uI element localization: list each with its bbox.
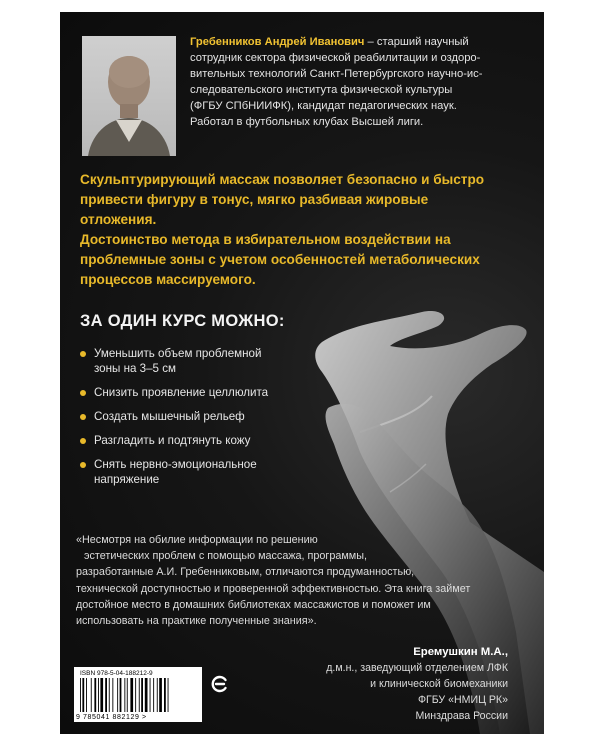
- benefit-item: [80, 457, 320, 487]
- quote-line: технической доступностью и проверенной эффективностью. Эта книга займет: [76, 582, 471, 595]
- bullet-icon: [80, 462, 86, 468]
- benefit-item: [80, 433, 320, 448]
- isbn-label: ISBN 978-5-04-188212-9: [80, 670, 153, 677]
- author-photo: [82, 36, 176, 156]
- eksmo-logo-icon: [210, 674, 230, 694]
- benefit-text: Снизить проявление целлюлита: [94, 386, 269, 399]
- quote-line: разработанные А.И. Гребенниковым, отличаются продуманностью,: [76, 566, 415, 579]
- book-back-cover: [60, 12, 544, 734]
- author-bio-line: Работал в футбольных клубах Высшей лиги.: [190, 116, 424, 128]
- benefit-text: Уменьшить объем проблемной: [94, 347, 262, 360]
- bullet-icon: [80, 351, 86, 357]
- bullet-icon: [80, 414, 86, 420]
- benefit-item: [80, 409, 320, 424]
- isbn-barcode: [74, 667, 202, 722]
- course-title: ЗА ОДИН КУРС МОЖНО:: [80, 312, 285, 330]
- benefit-text: Разгладить и подтянуть кожу: [94, 434, 251, 447]
- lead-line: процессов массируемого.: [80, 272, 256, 287]
- benefit-text: зоны на 3–5 см: [94, 362, 176, 375]
- reviewer-line: и клинической биомеханики: [370, 678, 508, 690]
- benefit-item: [80, 346, 320, 376]
- reviewer-line: Минздрава России: [415, 710, 508, 722]
- lead-paragraph: [80, 170, 500, 290]
- author-bio-line: сотрудник сектора физической реабилитации и оздоро-: [190, 52, 481, 64]
- review-quote: [76, 532, 531, 629]
- lead-line: привести фигуру в тонус, мягко разбивая жировые отложения.: [80, 192, 429, 227]
- reviewer-name: Еремушкин М.А.,: [413, 646, 508, 658]
- benefit-item: [80, 385, 320, 400]
- quote-line: эстетических проблем с помощью массажа, программы,: [84, 550, 367, 563]
- benefit-text: Создать мышечный рельеф: [94, 410, 245, 423]
- benefits-list: [80, 346, 320, 496]
- lead-line: проблемные зоны с учетом особенностей метаболических: [80, 252, 480, 267]
- author-bio-line: – старший научный: [364, 36, 469, 48]
- reviewer-line: д.м.н., заведующий отделением ЛФК: [326, 662, 508, 674]
- bullet-icon: [80, 438, 86, 444]
- lead-line: Скульптурирующий массаж позволяет безопасно и быстро: [80, 172, 485, 187]
- author-bio-line: следовательского института физической культуры: [190, 84, 453, 96]
- quote-line: использовать на практике полученные знания».: [76, 615, 317, 628]
- reviewer-signature: [278, 644, 508, 724]
- quote-line: «Несмотря на обилие информации по решению: [76, 534, 318, 546]
- author-name: Гребенников Андрей Иванович: [190, 36, 365, 48]
- benefit-text: напряжение: [94, 473, 160, 486]
- author-bio-line: (ФГБУ СПбНИИФК), кандидат педагогических наук.: [190, 100, 457, 112]
- bullet-icon: [80, 390, 86, 396]
- reviewer-line: ФГБУ «НМИЦ РК»: [417, 694, 508, 706]
- barcode-number: 9 785041 882129 >: [76, 714, 147, 721]
- quote-line: достойное место в домашних библиотеках массажистов и поможет им: [76, 598, 431, 611]
- lead-line: Достоинство метода в избирательном воздействии на: [80, 232, 451, 247]
- author-bio-line: вительных технологий Санкт-Петербургского научно-ис-: [190, 68, 483, 80]
- author-bio: [190, 34, 530, 130]
- benefit-text: Снять нервно-эмоциональное: [94, 458, 257, 471]
